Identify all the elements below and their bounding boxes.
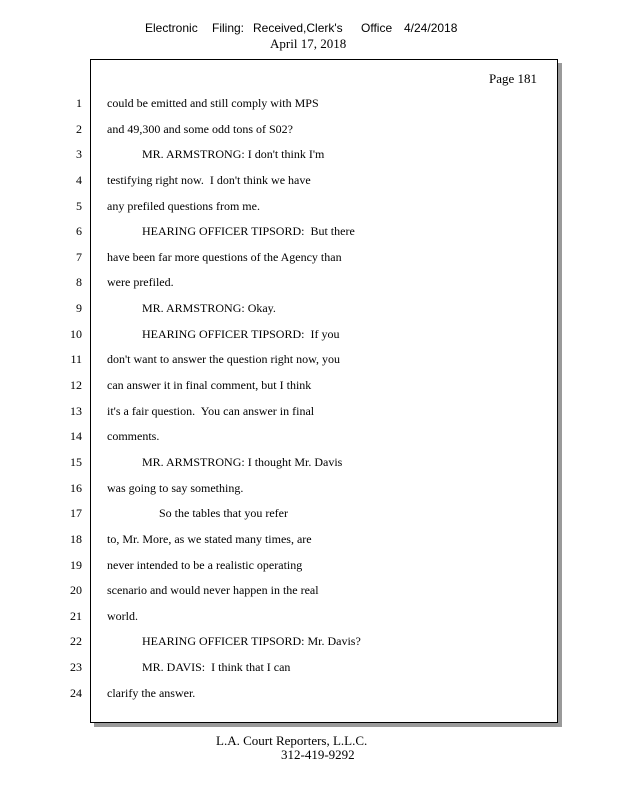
line-number: 8 bbox=[76, 275, 82, 290]
line-number: 12 bbox=[70, 378, 82, 393]
court-reporter-phone: 312-419-9292 bbox=[281, 747, 355, 762]
transcript-line: MR. ARMSTRONG: Okay. bbox=[142, 301, 276, 316]
line-number: 6 bbox=[76, 224, 82, 239]
transcript-date: April 17, 2018 bbox=[270, 36, 347, 51]
line-number-column bbox=[40, 92, 82, 707]
line-number: 5 bbox=[76, 198, 82, 213]
line-number: 4 bbox=[76, 172, 82, 187]
line-number: 7 bbox=[76, 249, 82, 264]
transcript-line: it's a fair question. You can answer in final bbox=[107, 403, 315, 418]
filing-header-electronic: Electronic bbox=[145, 21, 198, 35]
transcript-text-column bbox=[107, 92, 547, 707]
filing-header-received: Received,Clerk's bbox=[253, 21, 343, 35]
transcript-line: can answer it in final comment, but I think bbox=[107, 378, 312, 393]
line-number: 21 bbox=[70, 608, 82, 623]
line-number: 9 bbox=[76, 301, 82, 316]
line-number: 23 bbox=[70, 660, 82, 675]
line-number: 24 bbox=[70, 685, 82, 700]
line-number: 3 bbox=[76, 147, 82, 162]
transcript-line: comments. bbox=[107, 429, 160, 444]
line-number: 17 bbox=[70, 506, 82, 521]
transcript-line: MR. DAVIS: I think that I can bbox=[142, 660, 291, 675]
line-number: 16 bbox=[70, 480, 82, 495]
line-number: 13 bbox=[70, 403, 82, 418]
line-number: 18 bbox=[70, 531, 82, 546]
transcript-line: never intended to be a realistic operating bbox=[107, 557, 303, 572]
transcript-line: HEARING OFFICER TIPSORD: Mr. Davis? bbox=[142, 634, 361, 649]
transcript-line: HEARING OFFICER TIPSORD: But there bbox=[142, 224, 355, 239]
transcript-line: world. bbox=[107, 608, 138, 623]
line-number: 14 bbox=[70, 429, 82, 444]
transcript-line: So the tables that you refer bbox=[159, 506, 288, 521]
line-number: 2 bbox=[76, 121, 82, 136]
page-number: Page 181 bbox=[489, 71, 538, 86]
transcript-line: MR. ARMSTRONG: I thought Mr. Davis bbox=[142, 454, 343, 469]
filing-header-office: Office bbox=[361, 21, 393, 35]
transcript-line: was going to say something. bbox=[107, 480, 244, 495]
transcript-line: clarify the answer. bbox=[107, 685, 196, 700]
transcript-line: MR. ARMSTRONG: I don't think I'm bbox=[142, 147, 325, 162]
transcript-line: HEARING OFFICER TIPSORD: If you bbox=[142, 326, 340, 341]
line-number: 10 bbox=[70, 326, 82, 341]
line-number: 1 bbox=[76, 96, 82, 110]
transcript-line: and 49,300 and some odd tons of S02? bbox=[107, 121, 293, 136]
line-number: 22 bbox=[70, 634, 82, 649]
line-number: 15 bbox=[70, 454, 82, 469]
line-number: 19 bbox=[70, 557, 82, 572]
line-number: 20 bbox=[70, 583, 82, 598]
transcript-line: to, Mr. More, as we stated many times, are bbox=[107, 531, 312, 546]
filing-header-filing: Filing: bbox=[212, 21, 245, 35]
transcript-line: scenario and would never happen in the real bbox=[107, 583, 319, 598]
line-number: 11 bbox=[70, 352, 82, 367]
electronic-filing-header bbox=[0, 20, 618, 36]
transcript-line: have been far more questions of the Agency than bbox=[107, 249, 342, 264]
filing-header-date: 4/24/2018 bbox=[404, 21, 458, 35]
transcript-line: were prefiled. bbox=[107, 275, 174, 290]
transcript-line: could be emitted and still comply with MPS bbox=[107, 96, 319, 110]
transcript-line: any prefiled questions from me. bbox=[107, 198, 260, 213]
transcript-line: testifying right now. I don't think we have bbox=[107, 172, 311, 187]
court-reporter-name: L.A. Court Reporters, L.L.C. bbox=[216, 733, 368, 748]
transcript-line: don't want to answer the question right now, you bbox=[107, 352, 341, 367]
